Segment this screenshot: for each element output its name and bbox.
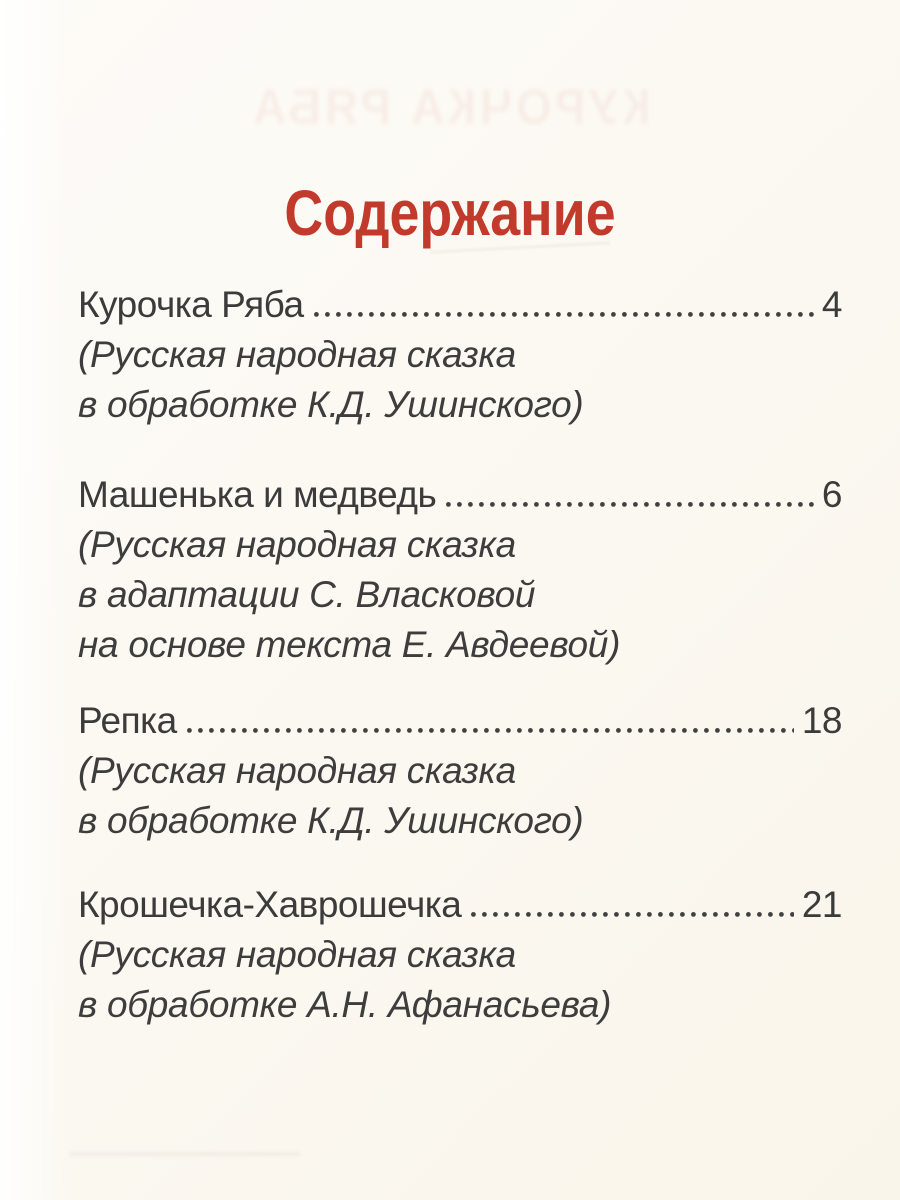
toc-entry-title: Крошечка-Хаврошечка [78,884,462,925]
toc-entry [78,880,842,1030]
toc-entry-subtitle-line: (Русская народная сказка [78,934,516,975]
toc-entry-subtitle-line: в обработке А.Н. Афанасьева) [78,984,612,1025]
toc-entry-page-number: 21 [801,884,842,925]
scan-edge-highlight [0,0,70,1200]
toc-entry-subtitle-line: на основе текста Е. Авдеевой) [78,624,621,665]
toc-entry-title: Репка [78,700,177,741]
page-title: Содержание [284,177,616,249]
toc-entry-subtitle-line: в обработке К.Д. Ушинского) [78,384,584,425]
toc-entry-subtitle-line: в обработке К.Д. Ушинского) [78,800,584,841]
toc-entry-subtitle-line: (Русская народная сказка [78,524,516,565]
toc-entry-subtitle-line: (Русская народная сказка [78,334,516,375]
dot-leader [314,280,814,330]
table-of-contents [78,0,842,1200]
toc-entry-row [78,880,842,930]
toc-entry-title: Курочка Ряба [78,284,304,325]
toc-entry [78,280,842,430]
toc-entry-page-number: 4 [821,284,842,325]
dot-leader [187,696,794,746]
toc-entry-page-number: 6 [821,474,842,515]
toc-entry [78,696,842,846]
toc-entry-page-number: 18 [801,700,842,741]
toc-entry [78,470,842,670]
toc-entry-subtitle-line: (Русская народная сказка [78,750,516,791]
dot-leader [471,880,793,930]
dot-leader [446,470,814,520]
toc-entry-row [78,696,842,746]
toc-entry-subtitle-line: в адаптации С. Власковой [78,574,536,615]
toc-entry-row [78,280,842,330]
toc-entry-title: Машенька и медведь [78,474,437,515]
toc-entry-row [78,470,842,520]
showthrough-ghost-text: КУРОЧКА РЯБА [249,79,651,135]
